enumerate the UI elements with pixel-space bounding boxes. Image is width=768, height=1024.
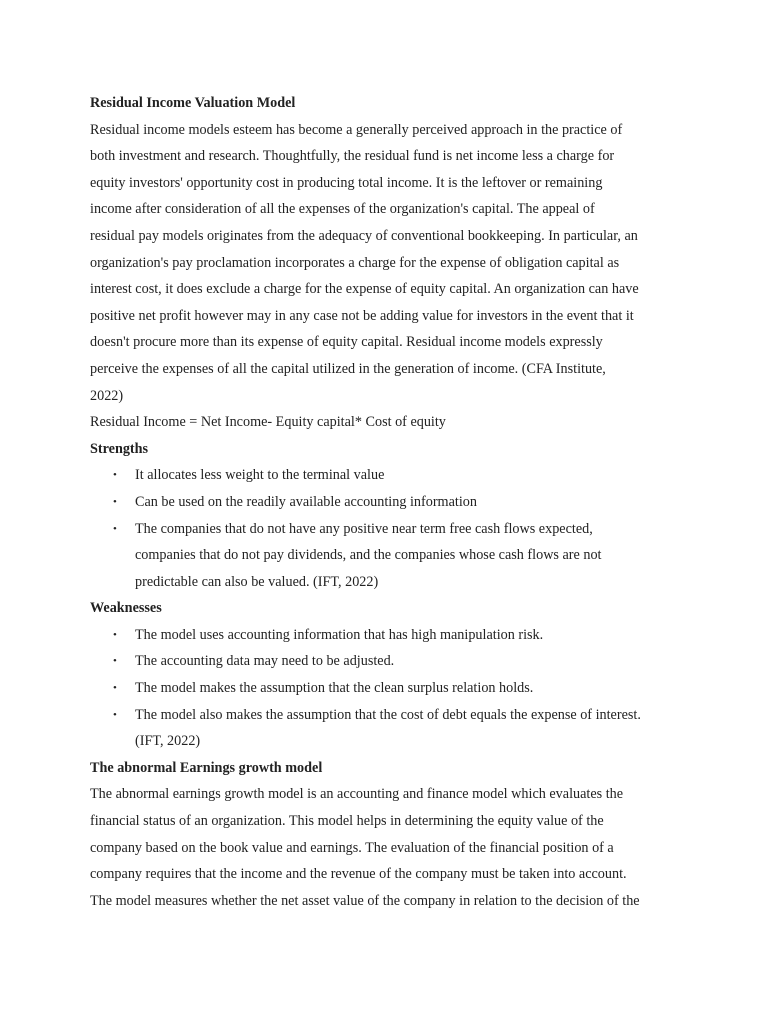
list-item <box>90 675 688 702</box>
list-item-text: The companies that do not have any positive near term free cash flows expected, <box>135 520 593 537</box>
list-item-text: (IFT, 2022) <box>135 733 201 750</box>
paragraph-line: residual pay models originates from the adequacy of conventional bookkeeping. In particular, an <box>90 227 638 244</box>
strengths-list <box>90 462 688 595</box>
residual-income-paragraph <box>90 117 688 410</box>
list-item <box>90 648 688 675</box>
paragraph-line: company based on the book value and earnings. The evaluation of the financial position of a <box>90 839 614 856</box>
residual-income-formula: Residual Income = Net Income- Equity capital* Cost of equity <box>90 414 446 431</box>
paragraph-line: 2022) <box>90 387 124 404</box>
paragraph-line: financial status of an organization. This model helps in determining the equity value of the <box>90 813 604 830</box>
list-item <box>90 622 688 649</box>
list-item-text: The model makes the assumption that the clean surplus relation holds. <box>135 680 534 697</box>
paragraph-line: interest cost, it does exclude a charge for the expense of equity capital. An organization can have <box>90 281 639 298</box>
bullet-icon: • <box>113 655 117 668</box>
paragraph-line: company requires that the income and the revenue of the company must be taken into account. <box>90 866 627 883</box>
bullet-icon: • <box>113 708 117 721</box>
paragraph-line: The model measures whether the net asset value of the company in relation to the decision of the <box>90 892 640 909</box>
list-item-text: The accounting data may need to be adjusted. <box>135 653 395 670</box>
abnormal-earnings-paragraph <box>90 781 688 914</box>
bullet-icon: • <box>113 682 117 695</box>
section-heading-abnormal-earnings: The abnormal Earnings growth model <box>90 759 323 776</box>
paragraph-line: doesn't procure more than its expense of equity capital. Residual income models expressly <box>90 334 603 351</box>
paragraph-line: both investment and research. Thoughtfully, the residual fund is net income less a charge for <box>90 148 615 165</box>
list-item-text: It allocates less weight to the terminal value <box>135 467 385 484</box>
list-item-text: Can be used on the readily available accounting information <box>135 493 477 510</box>
list-item <box>90 702 688 755</box>
weaknesses-heading: Weaknesses <box>90 600 162 617</box>
paragraph-line: The abnormal earnings growth model is an accounting and finance model which evaluates the <box>90 786 624 803</box>
bullet-icon: • <box>113 469 117 482</box>
list-item-text: predictable can also be valued. (IFT, 2022) <box>135 573 379 590</box>
list-item-text: The model also makes the assumption that the cost of debt equals the expense of interest. <box>135 706 641 723</box>
paragraph-line: income after consideration of all the expenses of the organization's capital. The appeal of <box>90 201 595 218</box>
bullet-icon: • <box>113 628 117 641</box>
paragraph-line: Residual income models esteem has become a generally perceived approach in the practice of <box>90 121 623 138</box>
bullet-icon: • <box>113 495 117 508</box>
bullet-icon: • <box>113 522 117 535</box>
section-heading-residual-income: Residual Income Valuation Model <box>90 95 296 111</box>
list-item-text: companies that do not pay dividends, and the companies whose cash flows are not <box>135 547 602 564</box>
paragraph-line: perceive the expenses of all the capital utilized in the generation of income. (CFA Institute, <box>90 360 606 377</box>
paragraph-line: organization's pay proclamation incorporates a charge for the expense of obligation capital as <box>90 254 620 271</box>
paragraph-line: positive net profit however may in any case not be adding value for investors in the event that it <box>90 307 634 324</box>
list-item-text: The model uses accounting information that has high manipulation risk. <box>135 626 544 643</box>
weaknesses-list <box>90 622 688 755</box>
list-item <box>90 489 688 516</box>
paragraph-line: equity investors' opportunity cost in producing total income. It is the leftover or remaining <box>90 174 603 191</box>
list-item <box>90 462 688 489</box>
list-item <box>90 516 688 596</box>
strengths-heading: Strengths <box>90 440 149 457</box>
